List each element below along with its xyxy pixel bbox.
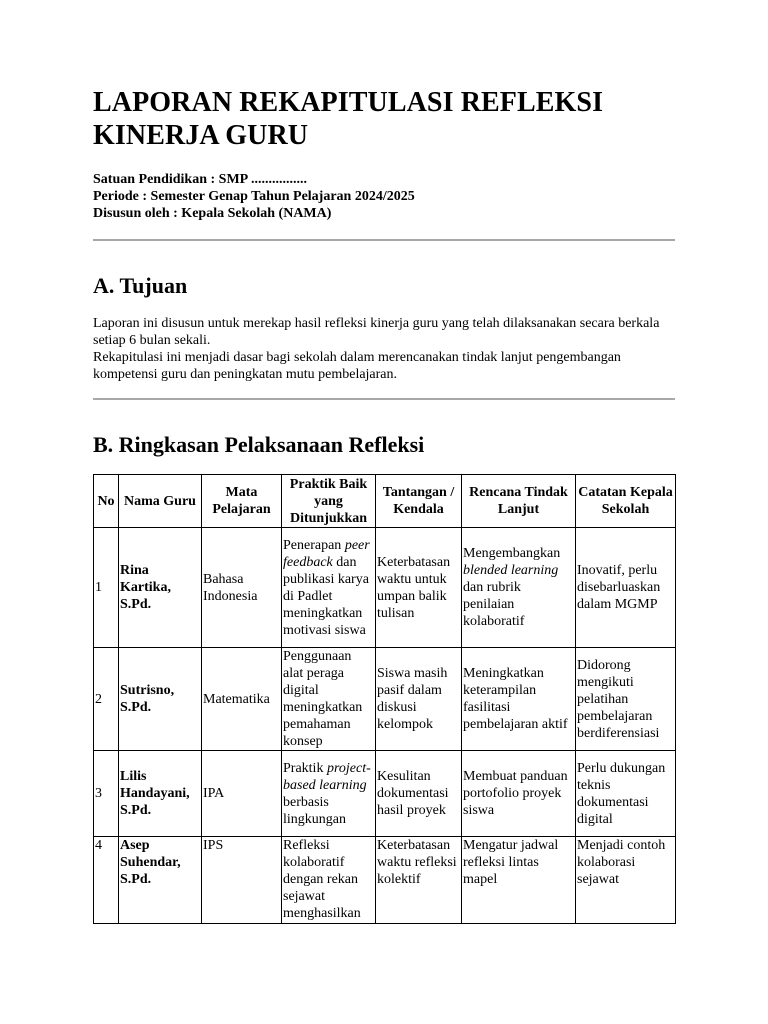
cell-no: 1 xyxy=(94,528,119,648)
cell-nama-guru: Lilis Handayani, S.Pd. xyxy=(119,751,202,837)
cell-rencana xyxy=(462,751,576,837)
cell-tantangan: Keterbatasan waktu untuk umpan balik tulisan xyxy=(376,528,462,648)
cell-tantangan: Kesulitan dokumentasi hasil proyek xyxy=(376,751,462,837)
cell-rencana xyxy=(462,528,576,648)
reflection-summary-table xyxy=(93,474,676,924)
meta-periode: Periode : Semester Genap Tahun Pelajaran 2024/2025 xyxy=(93,189,415,204)
text-run-italic: blended learning xyxy=(463,563,559,578)
table-row xyxy=(94,751,676,837)
cell-tantangan: Keterbatasan waktu refleksi kolektif xyxy=(376,837,462,924)
text-run: Praktik xyxy=(283,760,327,776)
cell-praktik-baik xyxy=(282,837,376,924)
text-run: Mengatur jadwal refleksi lintas mapel xyxy=(463,838,559,887)
document-title: LAPORAN REKAPITULASI REFLEKSI KINERJA GURU xyxy=(93,87,604,151)
cell-rencana xyxy=(462,837,576,924)
text-run: dan rubrik penilaian kolaboratif xyxy=(463,580,525,629)
meta-disusun: Disusun oleh : Kepala Sekolah (NAMA) xyxy=(93,206,332,221)
cell-catatan: Inovatif, perlu disebarluaskan dalam MGMP xyxy=(576,528,676,648)
cell-no: 2 xyxy=(94,648,119,751)
table-row xyxy=(94,837,676,924)
text-run: Mengembangkan xyxy=(463,546,561,561)
text-run: Refleksi kolaboratif dengan rekan sejawat menghasilkan xyxy=(283,838,361,921)
section-a-paragraph-1: Laporan ini disusun untuk merekap hasil refleksi kinerja guru yang telah dilaksanakan secara berkala setiap 6 bulan sekali. xyxy=(93,316,660,348)
table-row xyxy=(94,648,676,751)
text-run: Meningkatkan keterampilan fasilitasi pembelajaran aktif xyxy=(463,666,568,732)
cell-praktik-baik xyxy=(282,528,376,648)
cell-nama-guru: Asep Suhendar, S.Pd. xyxy=(119,837,202,924)
cell-no: 4 xyxy=(94,837,119,924)
text-run: Penerapan xyxy=(283,537,345,553)
cell-no: 3 xyxy=(94,751,119,837)
cell-praktik-baik xyxy=(282,648,376,751)
column-header: Rencana Tindak Lanjut xyxy=(462,475,576,528)
cell-mata-pelajaran: Matematika xyxy=(202,648,282,751)
column-header: Praktik Baik yang Ditunjukkan xyxy=(282,475,376,528)
text-run-italic: peer feedback xyxy=(283,537,370,570)
cell-mata-pelajaran: IPS xyxy=(202,837,282,924)
section-b-heading: B. Ringkasan Pelaksanaan Refleksi xyxy=(93,432,425,457)
cell-praktik-baik xyxy=(282,751,376,837)
cell-nama-guru: Sutrisno, S.Pd. xyxy=(119,648,202,751)
column-header: Mata Pelajaran xyxy=(202,475,282,528)
cell-tantangan: Siswa masih pasif dalam diskusi kelompok xyxy=(376,648,462,751)
cell-mata-pelajaran: Bahasa Indonesia xyxy=(202,528,282,648)
cell-catatan: Menjadi contoh kolaborasi sejawat xyxy=(576,837,676,924)
section-a-heading: A. Tujuan xyxy=(93,273,188,298)
text-run-italic: project-based learning xyxy=(283,760,371,793)
section-a-paragraph-2: Rekapitulasi ini menjadi dasar bagi sekolah dalam merencanakan tindak lanjut pengembangan kompetensi guru dan peningkatan mutu pembelajaran. xyxy=(93,350,621,382)
column-header: Catatan Kepala Sekolah xyxy=(576,475,676,528)
cell-rencana xyxy=(462,648,576,751)
column-header: No xyxy=(94,475,119,528)
cell-catatan: Didorong mengikuti pelatihan pembelajaran berdiferensiasi xyxy=(576,648,676,751)
table-row xyxy=(94,528,676,648)
cell-nama-guru: Rina Kartika, S.Pd. xyxy=(119,528,202,648)
section-a-body xyxy=(93,315,683,383)
divider xyxy=(93,239,675,241)
text-run: dan publikasi karya di Padlet meningkatkan motivasi siswa xyxy=(283,554,369,638)
column-header: Nama Guru xyxy=(119,475,202,528)
column-header: Tantangan / Kendala xyxy=(376,475,462,528)
text-run: Penggunaan alat peraga digital meningkatkan pemahaman konsep xyxy=(283,649,363,749)
text-run: berbasis lingkungan xyxy=(283,794,346,827)
cell-catatan: Perlu dukungan teknis dokumentasi digital xyxy=(576,751,676,837)
meta-satuan: Satuan Pendidikan : SMP ................ xyxy=(93,172,307,187)
divider xyxy=(93,398,675,400)
document-meta xyxy=(93,171,415,222)
text-run: Membuat panduan portofolio proyek siswa xyxy=(463,769,568,818)
cell-mata-pelajaran: IPA xyxy=(202,751,282,837)
table-header-row xyxy=(94,475,676,528)
